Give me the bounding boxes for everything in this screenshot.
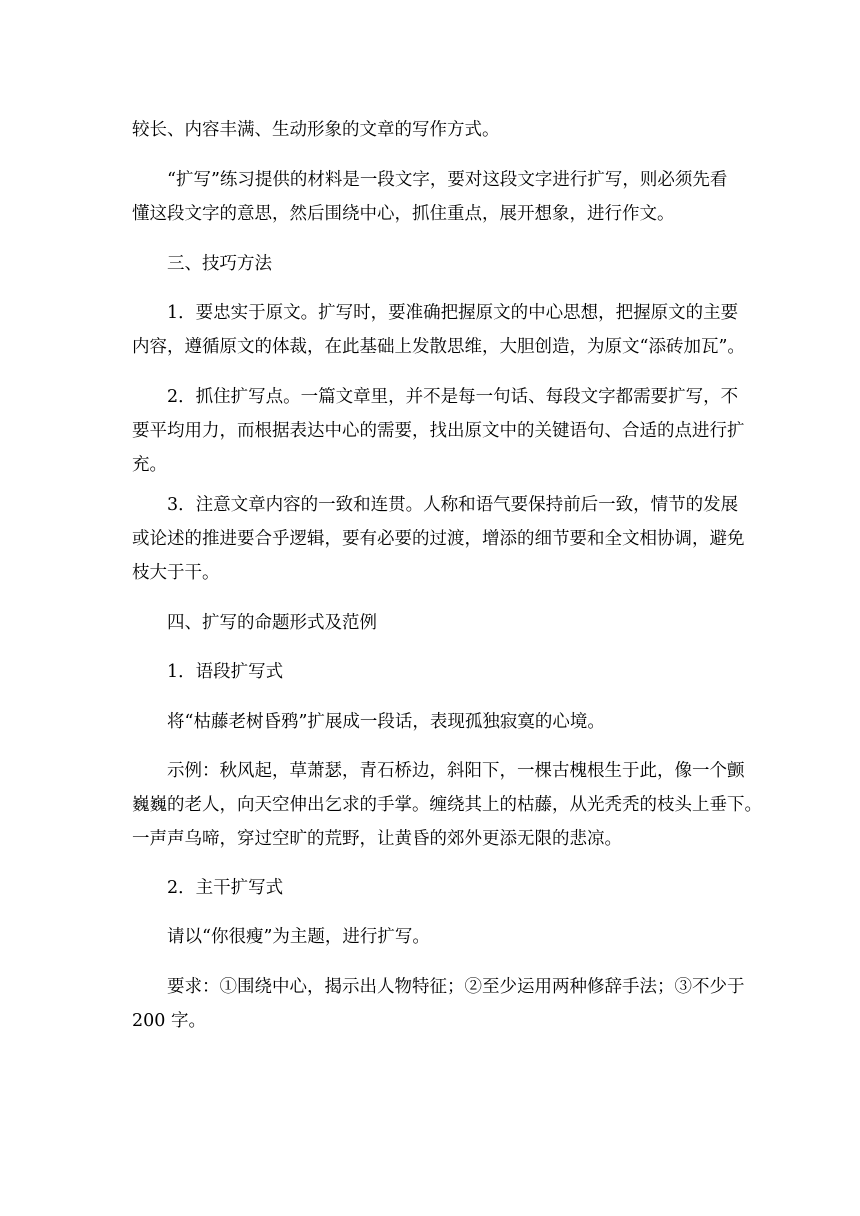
- paragraph-technique-3: [132, 488, 745, 590]
- section-heading-forms: 四、扩写的命题形式及范例: [167, 613, 377, 633]
- paragraph-technique-1: [132, 296, 745, 364]
- text-line: 或论述的推进要合乎逻辑，要有必要的过渡，增添的细节要和全文相协调，避免: [132, 529, 745, 549]
- paragraph-requirements: [132, 970, 745, 1038]
- paragraph-technique-2: [132, 380, 745, 482]
- text-line: 要平均用力，而根据表达中心的需要，找出原文中的关键语句、合适的点进行扩: [132, 421, 745, 441]
- paragraph-task-1: 将“枯藤老树昏鸦”扩展成一段话，表现孤独寂寞的心境。: [167, 712, 605, 732]
- text-line: 示例：秋风起，草萧瑟，青石桥边，斜阳下，一棵古槐根生于此，像一个颤: [167, 761, 745, 781]
- subheading-paragraph-expansion: 1．语段扩写式: [167, 662, 284, 682]
- text-line: 懂这段文字的意思，然后围绕中心，抓住重点，展开想象，进行作文。: [132, 204, 675, 224]
- text-line: 3．注意文章内容的一致和连贯。人称和语气要保持前后一致，情节的发展: [167, 495, 739, 515]
- text-line: 巍巍的老人，向天空伸出乞求的手掌。缠绕其上的枯藤，从光秃秃的枝头上垂下。: [132, 795, 762, 815]
- text-line: 一声声乌啼，穿过空旷的荒野，让黄昏的郊外更添无限的悲凉。: [132, 829, 622, 849]
- paragraph-task-2: 请以“你很瘦”为主题，进行扩写。: [167, 927, 430, 947]
- text-line: 内容，遵循原文的体裁，在此基础上发散思维，大胆创造，为原文“添砖加瓦”。: [132, 337, 745, 357]
- text-line: 充。: [132, 455, 167, 475]
- subheading-trunk-expansion: 2．主干扩写式: [167, 878, 284, 898]
- text-line: 要求：①围绕中心，揭示出人物特征；②至少运用两种修辞手法；③不少于: [167, 977, 745, 997]
- paragraph-example: [132, 754, 762, 856]
- text-line: 1．要忠实于原文。扩写时，要准确把握原文的中心思想，把握原文的主要: [167, 303, 739, 323]
- text-line: 2．抓住扩写点。一篇文章里，并不是每一句话、每段文字都需要扩写，不: [167, 387, 739, 407]
- text-line: “扩写”练习提供的材料是一段文字，要对这段文字进行扩写，则必须先看: [167, 170, 728, 190]
- text-line: 较长、内容丰满、生动形象的文章的写作方式。: [132, 120, 500, 140]
- text-line: 枝大于干。: [132, 563, 220, 583]
- section-heading-techniques: 三、技巧方法: [167, 254, 272, 274]
- paragraph-intro-continuation: [132, 113, 740, 147]
- text-line: 200 字。: [132, 1011, 206, 1031]
- paragraph-expansion-definition: [132, 163, 740, 231]
